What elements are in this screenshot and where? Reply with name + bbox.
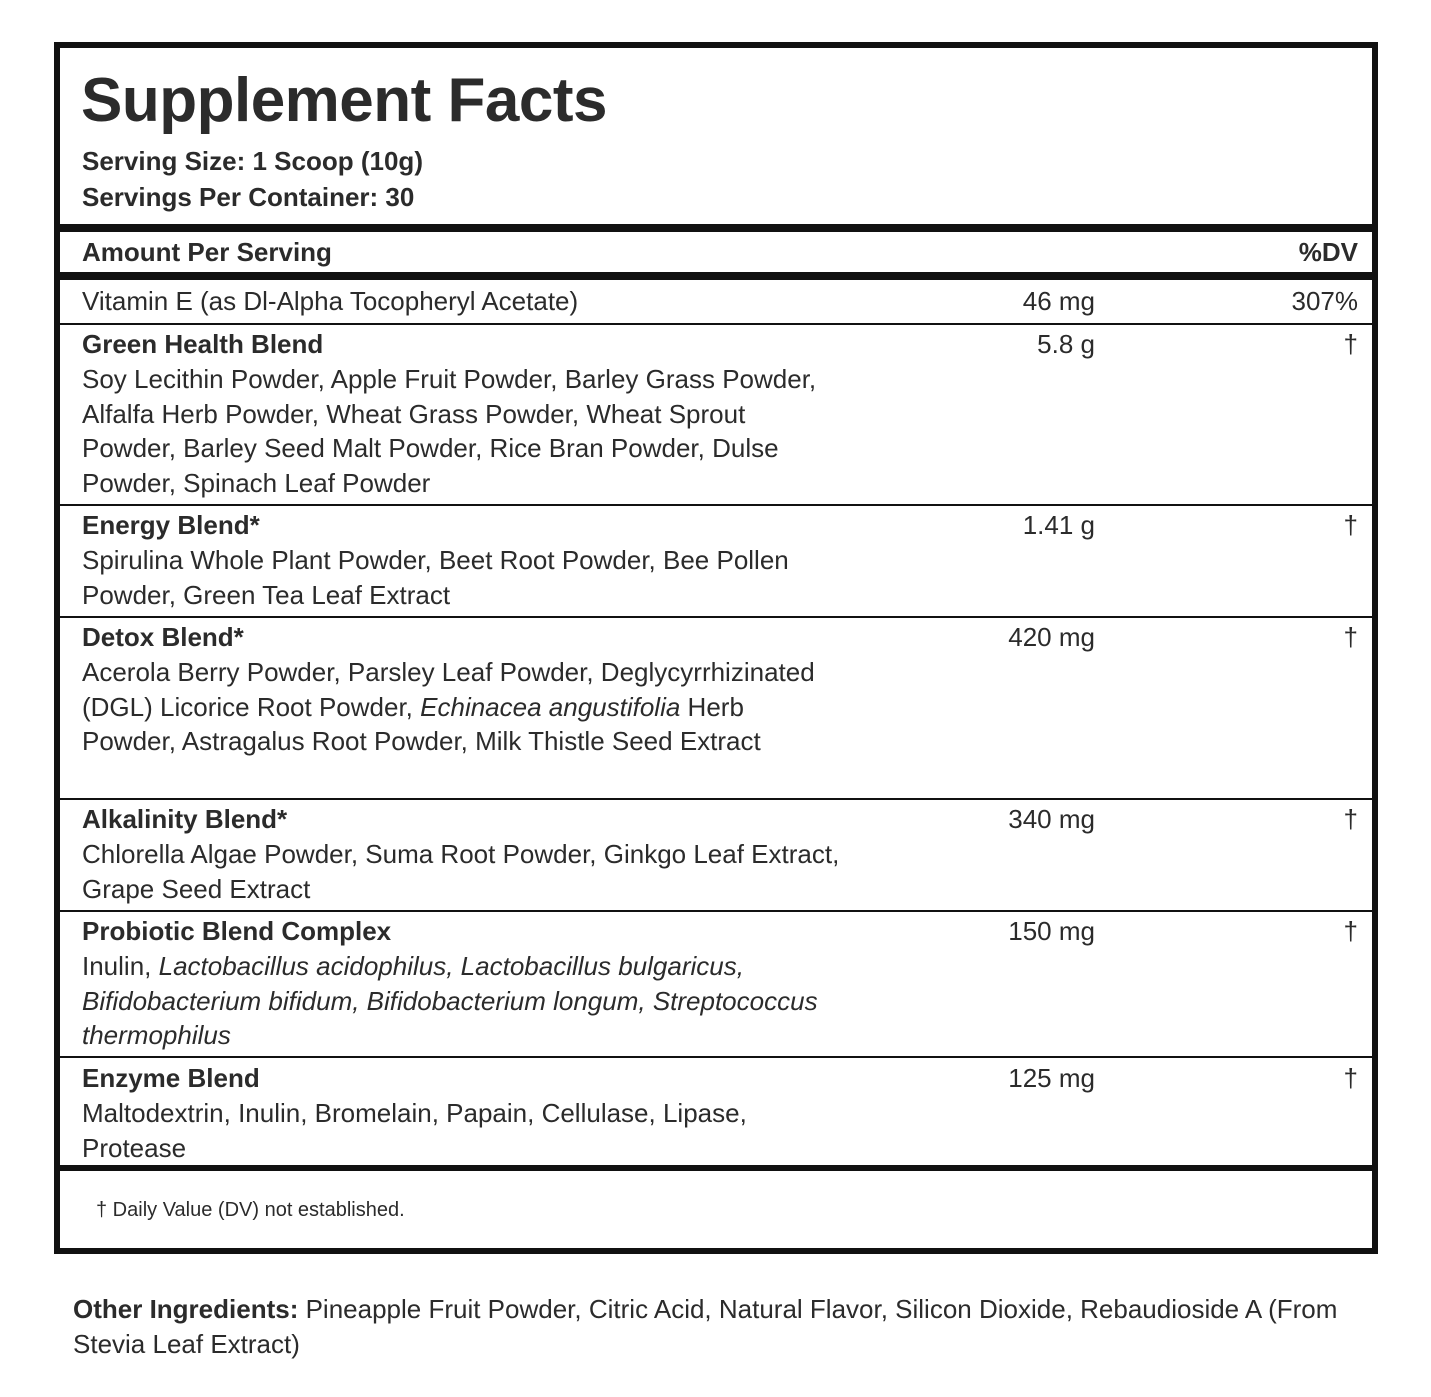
- blend-dv: †: [1343, 329, 1358, 359]
- blend-dv: †: [1343, 804, 1358, 834]
- serving-size: Serving Size: 1 Scoop (10g): [82, 146, 423, 176]
- blend-ingredients: Acerola Berry Powder, Parsley Leaf Powder, Deglycyrrhizinated (DGL) Licorice Root Powder, Echinacea angustifolia Herb Powder, Astragalus Root Powder, Milk Thistle Seed Extract: [82, 656, 815, 757]
- blend-amount: 5.8 g: [1037, 329, 1095, 359]
- blend-ingredients: Spirulina Whole Plant Powder, Beet Root Powder, Bee Pollen Powder, Green Tea Leaf Extract: [82, 544, 789, 610]
- blend-dv: †: [1343, 622, 1358, 652]
- blend-name: Alkalinity Blend*: [82, 804, 288, 834]
- nutrient-name: Vitamin E (as Dl-Alpha Tocopheryl Acetate): [82, 286, 579, 316]
- row-divider: [60, 616, 1372, 618]
- blend-amount: 150 mg: [1008, 916, 1095, 946]
- supplement-facts-panel: [54, 42, 1378, 1254]
- row-divider: [60, 323, 1372, 325]
- blend-dv: †: [1343, 916, 1358, 946]
- blend-amount: 420 mg: [1008, 622, 1095, 652]
- other-ingredients-label: Other Ingredients:: [73, 1294, 299, 1324]
- divider-thick: [60, 1165, 1372, 1171]
- blend-dv: †: [1343, 510, 1358, 540]
- nutrient-dv: 307%: [1291, 286, 1358, 316]
- other-ingredients: [73, 1292, 1393, 1362]
- amount-per-serving-header: Amount Per Serving: [82, 237, 332, 267]
- row-divider: [60, 504, 1372, 506]
- row-divider: [60, 910, 1372, 912]
- blend-amount: 1.41 g: [1022, 510, 1095, 540]
- dv-footnote: † Daily Value (DV) not established.: [96, 1199, 405, 1221]
- blend-ingredients: Soy Lecithin Powder, Apple Fruit Powder, Barley Grass Powder, Alfalfa Herb Powder, Wheat Grass Powder, Wheat Sprout Powder, Barley Seed Malt Powder, Rice Bran Powder, Dulse Powder, Spinach Leaf Powder: [82, 363, 817, 498]
- blend-ingredients: Inulin, Lactobacillus acidophilus, Lactobacillus bulgaricus, Bifidobacterium bifidum, Bifidobacterium longum, Streptococcus thermophilus: [82, 950, 818, 1051]
- divider-thick: [60, 224, 1372, 232]
- blend-dv: †: [1343, 1063, 1358, 1093]
- blend-name: Energy Blend*: [82, 510, 260, 540]
- blend-ingredients: Maltodextrin, Inulin, Bromelain, Papain, Cellulase, Lipase, Protease: [82, 1097, 747, 1163]
- blend-amount: 125 mg: [1008, 1063, 1095, 1093]
- nutrient-amount: 46 mg: [1022, 286, 1095, 316]
- blend-name: Detox Blend*: [82, 622, 244, 652]
- blend-amount: 340 mg: [1008, 804, 1095, 834]
- dv-header: %DV: [1298, 237, 1358, 267]
- blend-name: Green Health Blend: [82, 329, 324, 359]
- other-ingredients-text: Pineapple Fruit Powder, Citric Acid, Natural Flavor, Silicon Dioxide, Rebaudioside A (From Stevia Leaf Extract): [73, 1294, 1338, 1359]
- row-divider: [60, 1056, 1372, 1058]
- servings-per-container: Servings Per Container: 30: [82, 182, 415, 212]
- panel-title: Supplement Facts: [81, 66, 607, 135]
- blend-ingredients: Chlorella Algae Powder, Suma Root Powder, Ginkgo Leaf Extract, Grape Seed Extract: [82, 838, 840, 904]
- row-divider: [60, 798, 1372, 800]
- blend-name: Probiotic Blend Complex: [82, 916, 392, 946]
- blend-name: Enzyme Blend: [82, 1063, 260, 1093]
- divider-thick: [60, 272, 1372, 280]
